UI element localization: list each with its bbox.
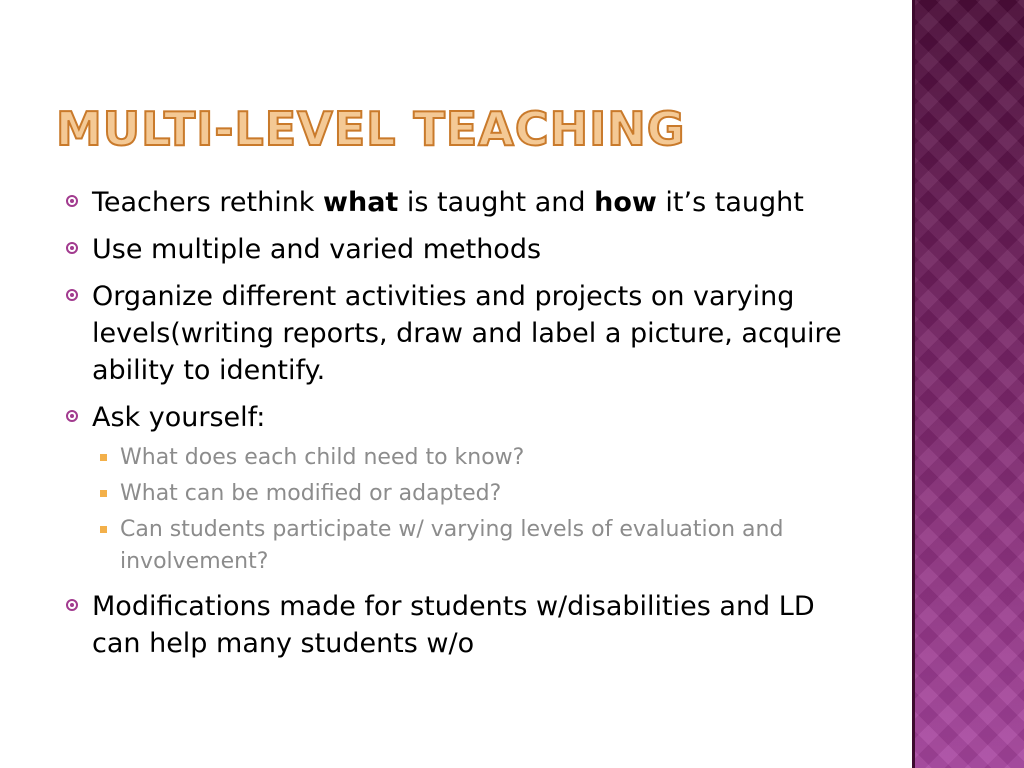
square-bullet-icon — [100, 454, 107, 461]
bullet-item — [62, 278, 862, 389]
square-bullet-icon — [100, 526, 107, 533]
circle-bullet-icon — [66, 410, 78, 422]
bullet-item — [62, 184, 862, 221]
bullet-item — [62, 399, 862, 578]
bullet-text: Ask yourself: — [92, 402, 266, 433]
sub-bullet-item — [92, 514, 862, 578]
circle-bullet-icon — [66, 195, 78, 207]
slide-body — [62, 184, 862, 672]
bullet-text: Organize different activities and projects on varying levels(writing reports, draw and label a picture, acquire ability to identify. — [92, 281, 842, 386]
circle-bullet-icon — [66, 289, 78, 301]
sub-bullet-text: What does each child need to know? — [120, 445, 525, 470]
circle-bullet-icon — [66, 242, 78, 254]
bullet-text: Use multiple and varied methods — [92, 234, 542, 265]
sub-bullet-text: What can be modified or adapted? — [120, 481, 502, 506]
sub-bullet-text: Can students participate w/ varying levels of evaluation and involvement? — [120, 517, 784, 574]
bullet-item — [62, 231, 862, 268]
sub-bullet-item — [92, 442, 862, 474]
side-band-edge — [912, 0, 915, 768]
square-bullet-icon — [100, 490, 107, 497]
sub-bullet-item — [92, 478, 862, 510]
slide-title: MULTI-LEVEL TEACHING — [56, 102, 686, 156]
circle-bullet-icon — [66, 599, 78, 611]
bullet-text: Modifications made for students w/disabilities and LD can help many students w/o — [92, 591, 815, 659]
decorative-side-band — [912, 0, 1024, 768]
bullet-item — [62, 588, 862, 662]
bullet-list — [62, 184, 862, 662]
bullet-text: Teachers rethink what is taught and how it’s taught — [92, 187, 804, 218]
sub-bullet-list — [92, 442, 862, 578]
